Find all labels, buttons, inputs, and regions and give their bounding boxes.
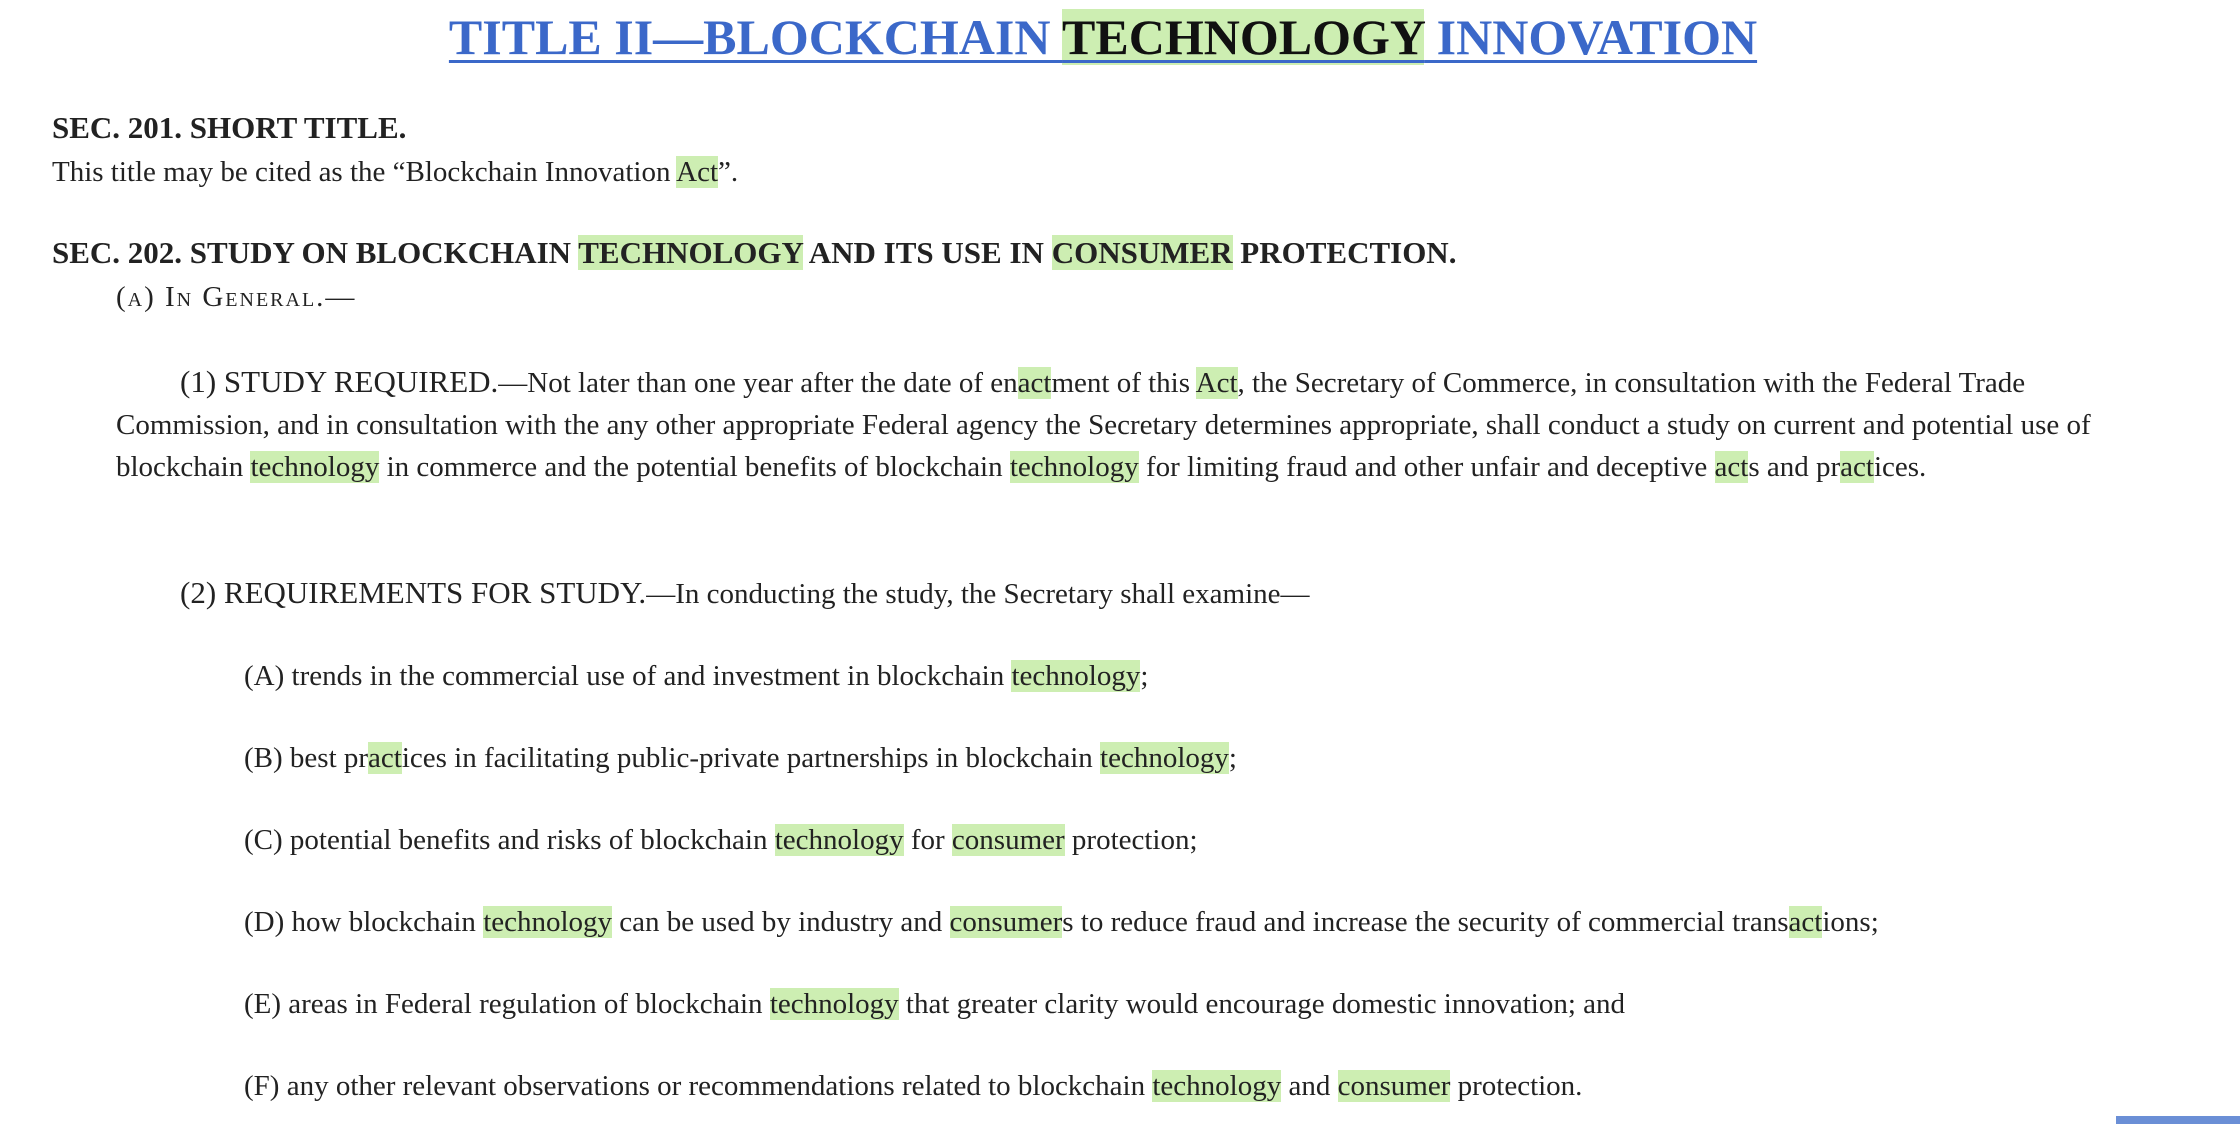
list-item-f: [244, 1065, 1582, 1107]
search-highlight: Act: [676, 156, 719, 188]
list-item-c: [244, 819, 1198, 861]
title-part-1: TITLE II—BLOCKCHAIN: [448, 9, 1063, 65]
text-run: protection.: [1450, 1070, 1583, 1102]
text-run: This title may be cited as the “Blockchain Innovation: [52, 156, 677, 188]
title-part-2: INNOVATION: [1424, 9, 1758, 65]
text-run: ions;: [1822, 906, 1879, 938]
paragraph-lead: (1) STUDY REQUIRED.: [180, 364, 499, 399]
search-highlight: consumer: [951, 824, 1065, 856]
text-run: ices in facilitating public-private partnerships in blockchain: [401, 742, 1101, 774]
text-run: —Not later than one year after the date of en: [498, 367, 1018, 399]
text-run: (F) any other relevant observations or recommendations related to blockchain: [244, 1070, 1153, 1102]
text-run: ;: [1140, 660, 1149, 692]
text-run: ment of this: [1051, 367, 1196, 399]
search-highlight: TECHNOLOGY: [578, 235, 803, 270]
text-run: for limiting fraud and other unfair and deceptive: [1138, 451, 1715, 483]
search-highlight: act: [1017, 367, 1052, 399]
list-item-e: [244, 983, 1625, 1025]
text-run: for: [903, 824, 952, 856]
text-run: (C) potential benefits and risks of blockchain: [244, 824, 775, 856]
search-highlight: technology: [774, 824, 904, 856]
search-highlight: technology: [250, 451, 380, 483]
text-run: can be used by industry and: [612, 906, 950, 938]
search-highlight: technology: [483, 906, 613, 938]
section-201-heading: SEC. 201. SHORT TITLE.: [52, 110, 407, 145]
scroll-indicator[interactable]: [2116, 1116, 2240, 1124]
search-highlight: Act: [1195, 367, 1238, 399]
text-run: (E) areas in Federal regulation of blockchain: [244, 988, 770, 1020]
search-highlight: technology: [1100, 742, 1229, 774]
search-highlight: consumer: [949, 906, 1063, 938]
paragraph-study-required: [116, 361, 2096, 488]
text-run: s and pr: [1748, 451, 1841, 483]
search-highlight: CONSUMER: [1051, 235, 1233, 270]
text-run: in commerce and the potential benefits of blockchain: [379, 451, 1010, 483]
search-highlight: TECHNOLOGY: [1062, 9, 1425, 65]
paragraph-lead: (2) REQUIREMENTS FOR STUDY.: [180, 575, 647, 610]
text-run: ;: [1228, 742, 1237, 774]
text-run: (B) best pr: [244, 742, 369, 774]
search-highlight: act: [1714, 451, 1749, 483]
text-run: and: [1281, 1070, 1338, 1102]
text-run: (D) how blockchain: [244, 906, 484, 938]
text-run: SEC. 202. STUDY ON BLOCKCHAIN: [52, 235, 579, 270]
search-highlight: technology: [1152, 1070, 1282, 1102]
text-run: (A) trends in the commercial use of and investment in blockchain: [244, 660, 1012, 692]
text-run: ices.: [1873, 451, 1927, 483]
search-highlight: act: [1840, 451, 1874, 483]
text-run: —In conducting the study, the Secretary shall examine—: [646, 578, 1310, 610]
paragraph-requirements: [116, 572, 2096, 615]
text-run: PROTECTION.: [1232, 235, 1457, 270]
search-highlight: consumer: [1337, 1070, 1451, 1102]
document-title[interactable]: [0, 4, 2206, 70]
subsection-a-heading: (a) In General.—: [116, 281, 357, 313]
text-run: s to reduce fraud and increase the security of commercial trans: [1062, 906, 1789, 938]
section-201-text: [52, 151, 738, 193]
search-highlight: act: [368, 742, 402, 774]
text-run: that greater clarity would encourage domestic innovation; and: [898, 988, 1626, 1020]
search-highlight: technology: [1011, 660, 1141, 692]
text-run: protection;: [1064, 824, 1198, 856]
search-highlight: technology: [769, 988, 899, 1020]
list-item-b: [244, 737, 1237, 779]
text-run: , the Secretary of Commerce, in consultation with the Federal Trade Commission, and in consultation with the any other appropriate Federal agency the Secretary determines appropriate, shall conduct a study on current and potential use of blockchain: [116, 367, 2091, 483]
text-run: AND ITS USE IN: [802, 235, 1052, 270]
section-202-heading: [52, 233, 1456, 273]
search-highlight: technology: [1009, 451, 1139, 483]
text-run: ”.: [718, 156, 739, 188]
list-item-d: [244, 901, 1879, 943]
list-item-a: [244, 655, 1148, 697]
search-highlight: act: [1788, 906, 1823, 938]
